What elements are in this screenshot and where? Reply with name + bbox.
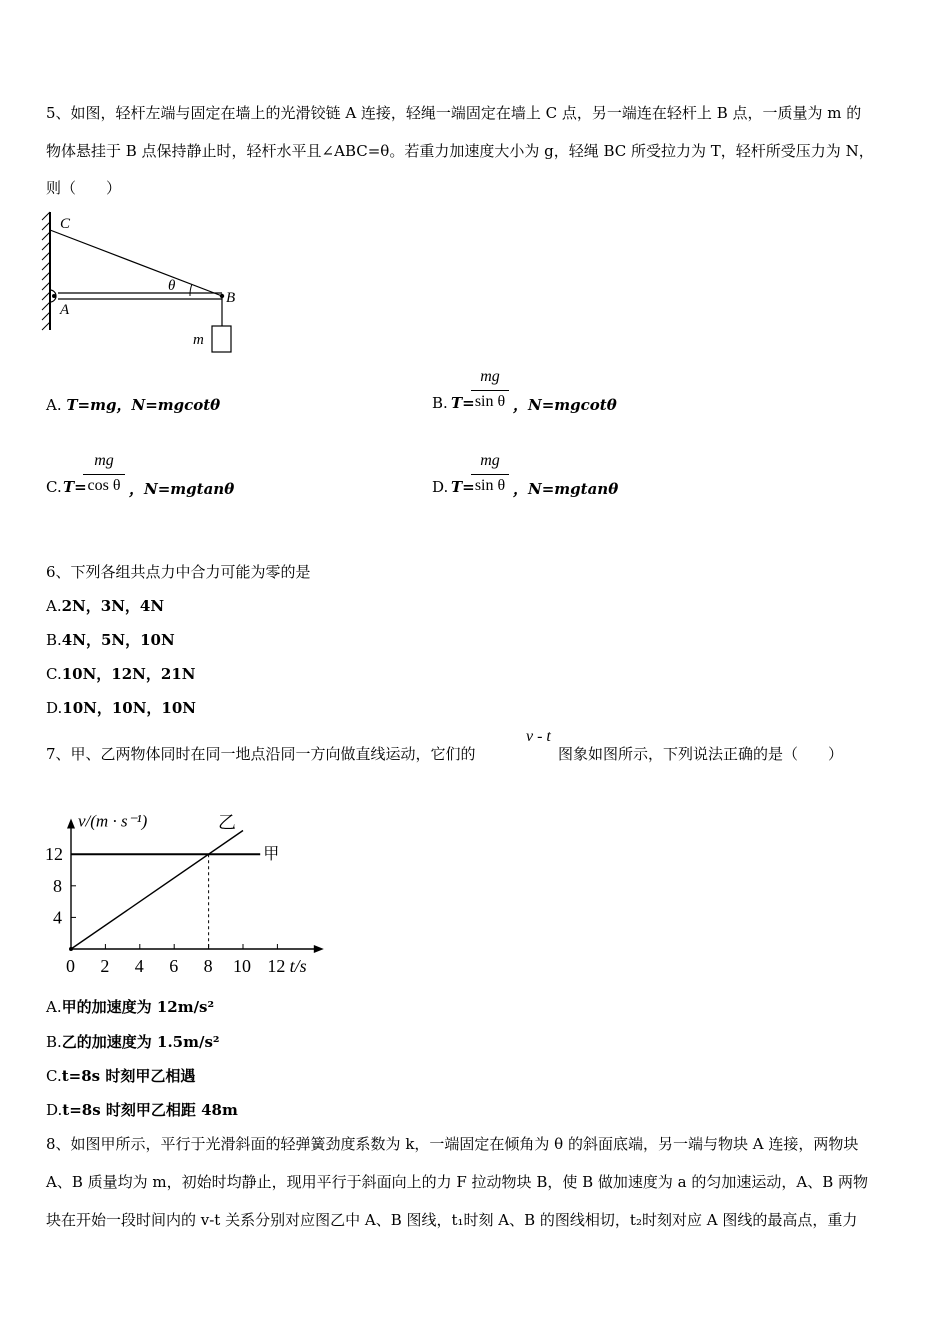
q8-stem-line-1: 8、如图甲所示，平行于光滑斜面的轻弹簧劲度系数为 k，一端固定在倾角为 θ 的斜面底端，另一端与物块 A 连接，两物块 bbox=[46, 1135, 859, 1153]
q5-option-b-numerator: mg bbox=[480, 368, 500, 385]
x-tick-label: 8 bbox=[203, 956, 213, 976]
origin-point bbox=[69, 947, 73, 951]
x-tick-label: 12 bbox=[267, 956, 286, 976]
q5-option-c-rest: ，N=mgtanθ bbox=[129, 480, 235, 498]
x-axis-label: t/s bbox=[289, 956, 307, 976]
label-m: m bbox=[193, 332, 204, 348]
q6-option-a-text: 2N，3N，4N bbox=[61, 597, 165, 615]
q7-option-b-text: 乙的加速度为 1.5m/s² bbox=[61, 1033, 220, 1051]
q6-option-b bbox=[46, 629, 175, 650]
q6-option-d bbox=[46, 697, 196, 718]
q7-stem-vt: v - t bbox=[526, 728, 551, 745]
wall-hatching bbox=[42, 212, 50, 330]
q6-stem: 6、下列各组共点力中合力可能为零的是 bbox=[46, 563, 311, 581]
label-theta: θ bbox=[168, 278, 176, 294]
q8-stem-line-3: 块在开始一段时间内的 v-t 关系分别对应图乙中 A、B 图线，t₁时刻 A、B 的图线相切，t₂时刻对应 A 图线的最高点，重力 bbox=[46, 1211, 858, 1229]
q6-option-d-text: 10N，10N，10N bbox=[62, 699, 197, 717]
q7-option-a-letter: A. bbox=[46, 998, 62, 1016]
x-axis-arrow bbox=[314, 945, 324, 953]
q5-option-d-rest: ，N=mgtanθ bbox=[513, 480, 619, 498]
q7-stem-before: 7、甲、乙两物体同时在同一地点沿同一方向做直线运动，它们的 bbox=[46, 745, 476, 763]
q5-option-d-prefix: T= bbox=[451, 478, 475, 496]
q5-option-a-letter: A. bbox=[46, 396, 62, 414]
q8-stem-line-2: A、B 质量均为 m，初始时均静止，现用平行于斜面向上的力 F 拉动物块 B，使 B 做加速度为 a 的匀加速运动，A、B 两物 bbox=[46, 1173, 869, 1191]
series-label-yi: 乙 bbox=[218, 812, 236, 833]
label-c: C bbox=[60, 216, 71, 232]
rope-cb bbox=[50, 230, 222, 296]
q6-option-d-letter: D. bbox=[46, 699, 63, 717]
q5-option-d-numerator: mg bbox=[480, 452, 500, 469]
q5-option-d-fraction-bar bbox=[471, 474, 509, 475]
q5-option-b-prefix: T= bbox=[451, 394, 475, 412]
x-tick-label: 6 bbox=[169, 956, 179, 976]
q5-option-a-text: T=mg，N=mgcotθ bbox=[66, 396, 221, 414]
q5-option-c-numerator: mg bbox=[94, 452, 114, 469]
q6-option-b-text: 4N，5N，10N bbox=[61, 631, 175, 649]
q5-stem-line-2: 物体悬挂于 B 点保持静止时，轻杆水平且∠ABC=θ。若重力加速度大小为 g，轻绳 BC 所受拉力为 T，轻杆所受压力为 N， bbox=[46, 142, 874, 160]
q5-option-b-denominator: sin θ bbox=[474, 393, 506, 410]
x-tick-label: 0 bbox=[66, 956, 75, 976]
series-line-yi bbox=[71, 831, 243, 950]
q7-stem-after: 图象如图所示，下列说法正确的是（ ） bbox=[558, 745, 844, 763]
y-tick-label: 4 bbox=[53, 907, 62, 928]
q7-option-b-letter: B. bbox=[46, 1033, 62, 1051]
q5-option-b-fraction-bar bbox=[471, 390, 509, 391]
q7-option-b bbox=[46, 1031, 219, 1052]
q5-option-d-denominator: sin θ bbox=[474, 477, 506, 494]
q6-option-c bbox=[46, 663, 195, 684]
x-tick-label: 2 bbox=[100, 956, 110, 976]
q5-figure bbox=[40, 208, 260, 358]
q6-option-c-text: 10N，12N，21N bbox=[61, 665, 196, 683]
q7-option-c-letter: C. bbox=[46, 1067, 62, 1085]
q7-option-a-text: 甲的加速度为 12m/s² bbox=[61, 998, 215, 1016]
q5-option-c-prefix: T= bbox=[63, 478, 87, 496]
q7-option-d-letter: D. bbox=[46, 1101, 63, 1119]
q7-option-d bbox=[46, 1099, 238, 1120]
q7-option-d-text: t=8s 时刻甲乙相距 48m bbox=[62, 1101, 238, 1119]
q5-option-c-denominator: cos θ bbox=[87, 477, 121, 494]
q5-option-d-letter: D. bbox=[432, 478, 449, 496]
q6-option-c-letter: C. bbox=[46, 665, 62, 683]
y-axis-arrow bbox=[67, 819, 75, 829]
series-label-jia: 甲 bbox=[263, 846, 280, 864]
q5-option-c-fraction-bar bbox=[83, 474, 125, 475]
angle-arc bbox=[190, 284, 192, 296]
q6-option-b-letter: B. bbox=[46, 631, 62, 649]
q7-option-c bbox=[46, 1065, 195, 1086]
q6-option-a bbox=[46, 595, 164, 616]
q5-stem-line-3: 则（ ） bbox=[46, 179, 122, 197]
x-tick-label: 4 bbox=[134, 956, 144, 976]
q5-option-b-rest: ，N=mgcotθ bbox=[513, 396, 617, 414]
q7-option-c-text: t=8s 时刻甲乙相遇 bbox=[61, 1067, 196, 1085]
point-b bbox=[220, 294, 224, 298]
q5-stem-line-1: 5、如图，轻杆左端与固定在墙上的光滑铰链 A 连接，轻绳一端固定在墙上 C 点，另一端连在轻杆上 B 点，一质量为 m 的 bbox=[46, 104, 862, 122]
y-axis-label: v/(m · s⁻¹) bbox=[78, 811, 148, 831]
q5-option-c-letter: C. bbox=[46, 478, 62, 496]
x-tick-label: 10 bbox=[233, 956, 251, 976]
q7-option-a bbox=[46, 996, 214, 1017]
y-tick-label: 8 bbox=[53, 875, 62, 896]
q6-option-a-letter: A. bbox=[46, 597, 62, 615]
label-b: B bbox=[226, 290, 236, 306]
q5-option-b-letter: B. bbox=[432, 394, 448, 412]
label-a: A bbox=[60, 302, 70, 318]
mass-box bbox=[212, 326, 231, 352]
q5-option-a bbox=[46, 394, 220, 415]
y-tick-label: 12 bbox=[45, 844, 63, 865]
q7-vt-chart bbox=[40, 784, 340, 984]
